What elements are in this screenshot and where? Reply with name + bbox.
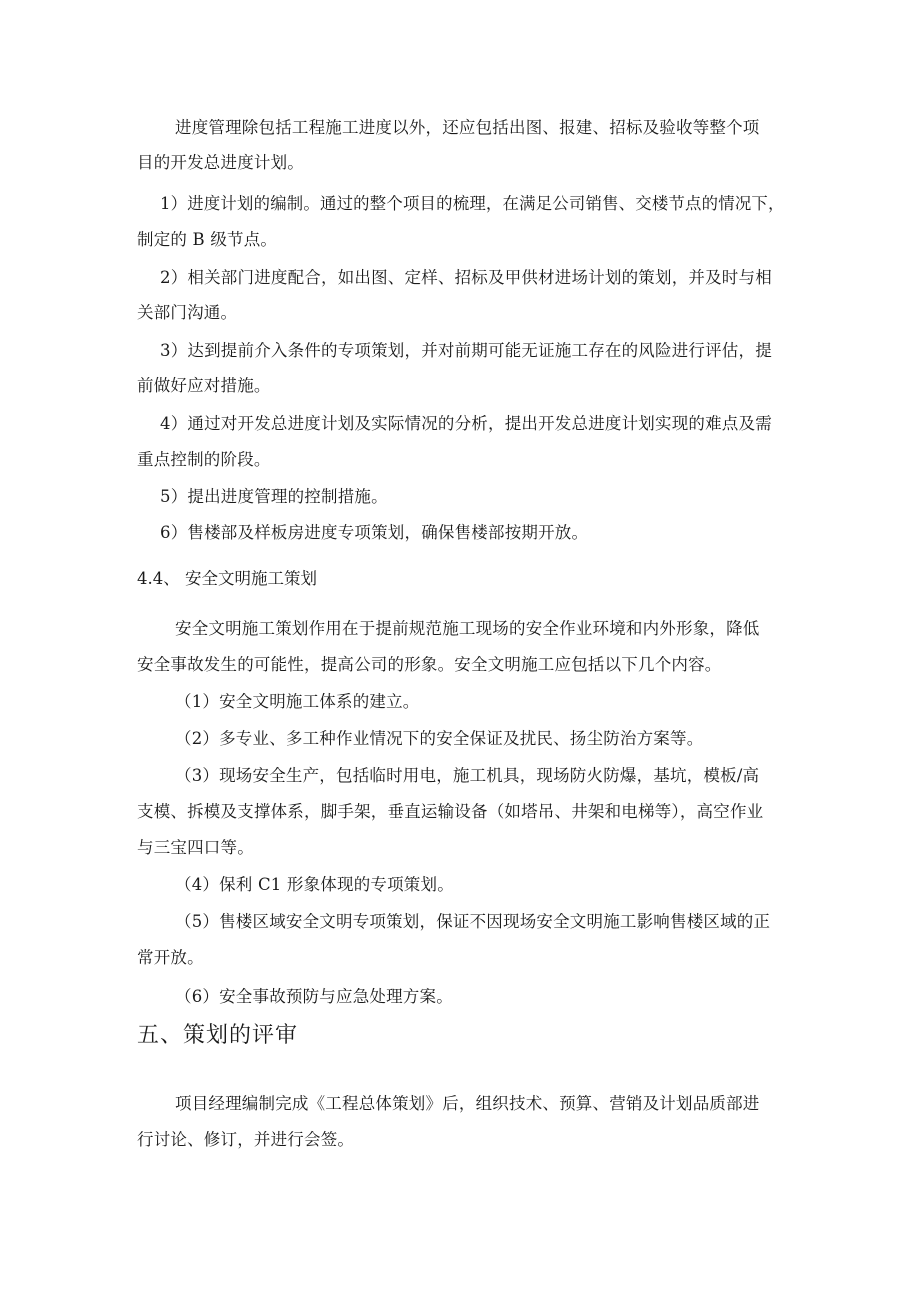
safety-item-4: （4）保利 C1 形象体现的专项策划。 [175, 875, 454, 894]
schedule-item-3-line-1: 3）达到提前介入条件的专项策划，并对前期可能无证施工存在的风险进行评估，提 [160, 341, 772, 360]
safety-item-6: （6）安全事故预防与应急处理方案。 [175, 987, 453, 1006]
paragraph-intro-line-2: 目的开发总进度计划。 [137, 153, 304, 172]
paragraph-intro-line-1: 进度管理除包括工程施工进度以外，还应包括出图、报建、招标及验收等整个项 [175, 118, 760, 137]
safety-item-3-line-1: （3）现场安全生产，包括临时用电，施工机具，现场防火防爆，基坑，模板/高 [175, 766, 760, 785]
safety-item-2: （2）多专业、多工种作业情况下的安全保证及扰民、扬尘防治方案等。 [175, 729, 704, 748]
schedule-item-2-line-1: 2）相关部门进度配合，如出图、定样、招标及甲供材进场计划的策划，并及时与相 [160, 268, 772, 287]
section-4-4-intro-line-1: 安全文明施工策划作用在于提前规范施工现场的安全作业环境和内外形象，降低 [175, 619, 760, 638]
schedule-item-2-line-2: 关部门沟通。 [137, 303, 238, 322]
schedule-item-3-line-2: 前做好应对措施。 [137, 376, 271, 395]
safety-item-5-line-2: 常开放。 [137, 948, 204, 967]
section-4-4-intro-line-2: 安全事故发生的可能性，提高公司的形象。安全文明施工应包括以下几个内容。 [137, 655, 722, 674]
schedule-item-6: 6）售楼部及样板房进度专项策划，确保售楼部按期开放。 [160, 523, 589, 542]
chapter-5-paragraph-line-1: 项目经理编制完成《工程总体策划》后，组织技术、预算、营销及计划品质部进 [175, 1094, 760, 1113]
schedule-item-4-line-1: 4）通过对开发总进度计划及实际情况的分析，提出开发总进度计划实现的难点及需 [160, 414, 772, 433]
schedule-item-5: 5）提出进度管理的控制措施。 [160, 487, 388, 506]
safety-item-3-line-2: 支模、拆模及支撑体系，脚手架，垂直运输设备（如塔吊、井架和电梯等），高空作业 [137, 802, 764, 821]
schedule-item-1-line-2: 制定的 B 级节点。 [137, 230, 278, 249]
safety-item-1: （1）安全文明施工体系的建立。 [175, 692, 420, 711]
schedule-item-4-line-2: 重点控制的阶段。 [137, 450, 271, 469]
safety-item-3-line-3: 与三宝四口等。 [137, 838, 254, 857]
chapter-5-paragraph-line-2: 行讨论、修订，并进行会签。 [137, 1130, 355, 1149]
chapter-heading-5: 五、策划的评审 [137, 1023, 299, 1048]
safety-item-5-line-1: （5）售楼区域安全文明专项策划，保证不因现场安全文明施工影响售楼区域的正 [175, 912, 771, 931]
schedule-item-1-line-1: 1）进度计划的编制。通过的整个项目的梳理，在满足公司销售、交楼节点的情况下， [160, 194, 785, 213]
section-heading-4-4: 4.4、 安全文明施工策划 [137, 569, 317, 588]
